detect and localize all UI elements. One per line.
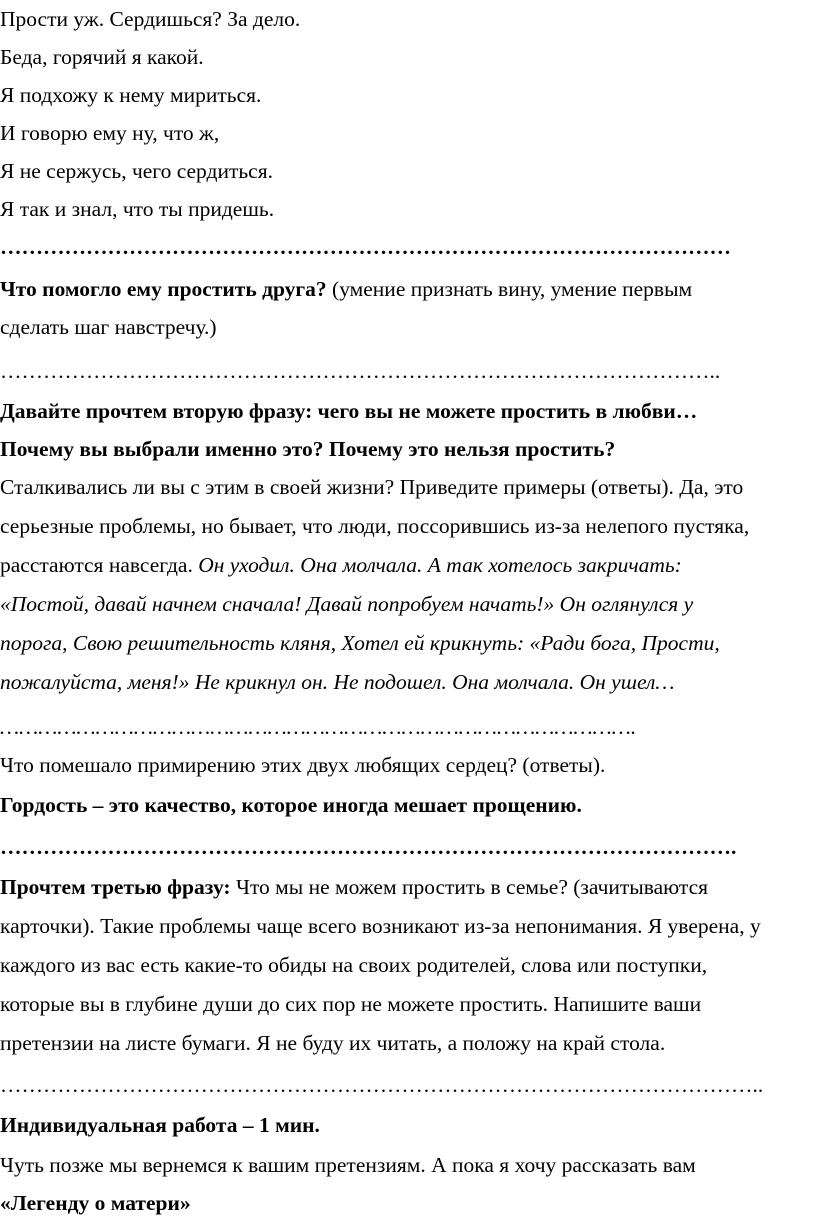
separator-dots: ……………………………………………………………………………………………..: [0, 1073, 764, 1097]
paragraph-line: каждого из вас есть какие-то обиды на своих родителей, слова или поступки,: [0, 953, 708, 977]
paragraph-normal: расстаются навсегда.: [0, 553, 199, 577]
paragraph-line: которые вы в глубине души до сих пор не можете простить. Напишите ваши: [0, 992, 702, 1016]
legend-title: «Легенду о матери»: [0, 1191, 191, 1215]
separator-dots: ………………………………………………………………………………………….: [0, 835, 737, 859]
poem-line-6: Я так и знал, что ты придешь.: [0, 197, 275, 221]
paragraph-line: серьезные проблемы, но бывает, что люди, поссорившись из-за нелепого пустяка,: [0, 514, 750, 538]
question-line: Что помешало примирению этих двух любящих сердец? (ответы).: [0, 753, 606, 777]
third-phrase-normal: Что мы не можем простить в семье? (зачитываются: [230, 875, 709, 899]
poem-line-5: Я не сержусь, чего сердиться.: [0, 159, 273, 183]
third-phrase-bold: Прочтем третью фразу:: [0, 875, 231, 899]
conclusion-bold: Гордость – это качество, которое иногда мешает прощению.: [0, 793, 582, 817]
poem-line-2: Беда, горячий я какой.: [0, 45, 204, 69]
question-bold: Что помогло ему простить друга?: [0, 277, 327, 301]
poem-italic-line: пожалуйста, меня!» Не крикнул он. Не подошел. Она молчала. Он ушел…: [0, 670, 675, 694]
poem-line-1: Прости уж. Сердишься? За дело.: [0, 7, 301, 31]
paragraph-line: карточки). Такие проблемы чаще всего возникают из-за непонимания. Я уверена, у: [0, 914, 761, 938]
poem-line-3: Я подхожу к нему мириться.: [0, 83, 262, 107]
third-phrase-line: [0, 868, 816, 906]
paragraph-line: Чуть позже мы вернемся к вашим претензиям. А пока я хочу рассказать вам: [0, 1153, 696, 1177]
answer-continuation: сделать шаг навстречу.): [0, 315, 217, 339]
paragraph-line: Сталкивались ли вы с этим в своей жизни? Приведите примеры (ответы). Да, это: [0, 475, 744, 499]
separator-dots: ……………………………………………………………………………………….: [0, 715, 637, 739]
separator-dots: ………………………………………………………………………………………..: [0, 359, 721, 383]
individual-work-heading: Индивидуальная работа – 1 мин.: [0, 1113, 320, 1137]
poem-italic-line: «Постой, давай начнем сначала! Давай попробуем начать!» Он оглянулся у: [0, 592, 694, 616]
question-answer: (умение признать вину, умение первым: [326, 277, 693, 301]
heading-why: Почему вы выбрали именно это? Почему это нельзя простить?: [0, 437, 616, 461]
paragraph-italic: Он уходил. Она молчала. А так хотелось закричать:: [198, 553, 682, 577]
poem-italic-line: порога, Свою решительность кляня, Хотел ей крикнуть: «Ради бога, Прости,: [0, 631, 720, 655]
heading-second-phrase: Давайте прочтем вторую фразу: чего вы не можете простить в любви…: [0, 399, 698, 423]
poem-line-4: И говорю ему ну, что ж,: [0, 121, 220, 145]
paragraph-line-mixed: [0, 546, 816, 584]
separator-dots: …………………………………………………………………………………………: [0, 235, 731, 259]
question-line: [0, 270, 816, 308]
paragraph-line: претензии на листе бумаги. Я не буду их читать, а положу на край стола.: [0, 1031, 666, 1055]
